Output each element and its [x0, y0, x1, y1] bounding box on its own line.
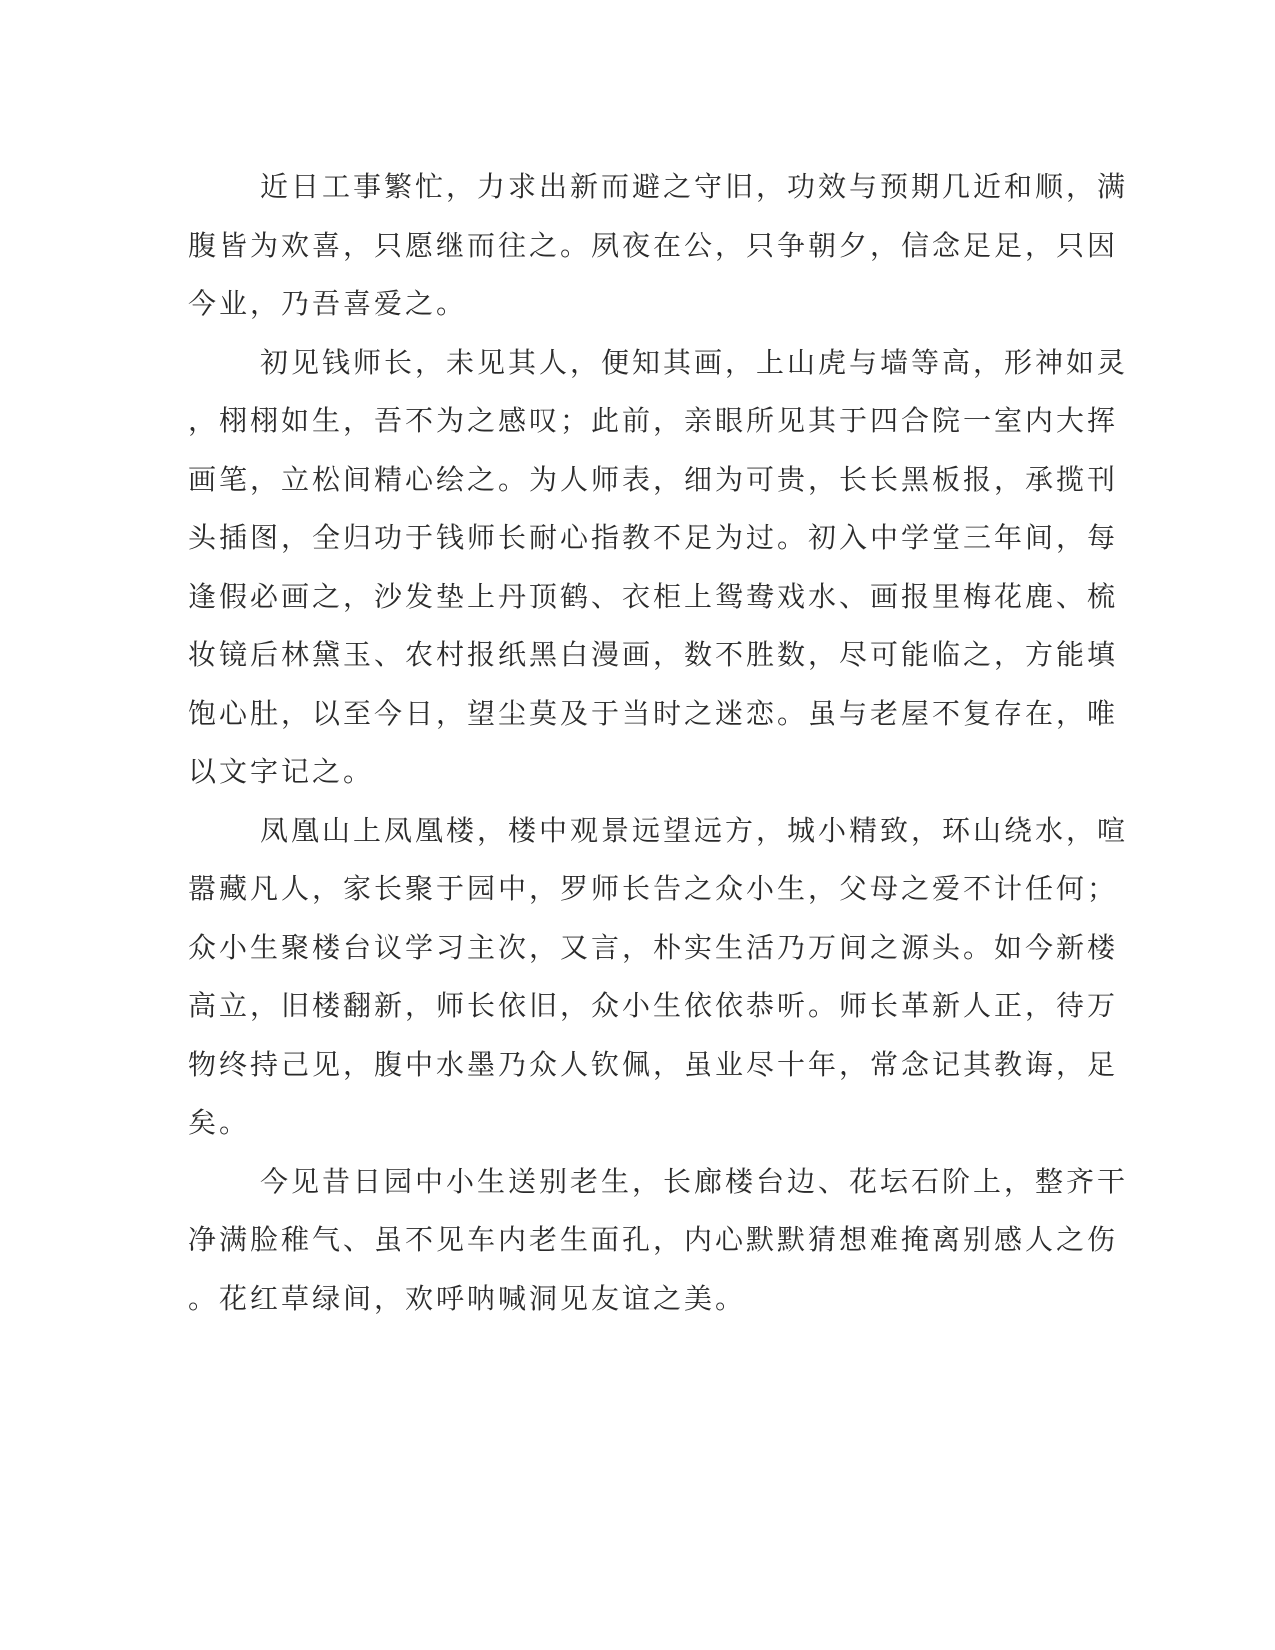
paragraph-3 [188, 802, 1129, 1153]
text-line: 以文字记之。 [188, 755, 375, 788]
text-line: 物终持己见，腹中水墨乃众人钦佩，虽业尽十年，常念记其教诲，足 [188, 1047, 1119, 1081]
text-line: 腹皆为欢喜，只愿继而往之。夙夜在公，只争朝夕，信念足足，只因 [188, 228, 1119, 262]
text-line: 凤凰山上凤凰楼，楼中观景远望远方，城小精致，环山绕水，喧 [260, 813, 1129, 847]
text-line: 饱心肚，以至今日，望尘莫及于当时之迷恋。虽与老屋不复存在，唯 [188, 696, 1119, 730]
text-line: 画笔，立松间精心绘之。为人师表，细为可贵，长长黑板报，承揽刊 [188, 462, 1119, 496]
text-line: 近日工事繁忙，力求出新而避之守旧，功效与预期几近和顺，满 [260, 170, 1129, 203]
text-line: 高立，旧楼翻新，师长依旧，众小生依依恭听。师长革新人正，待万 [188, 989, 1119, 1022]
text-line: 净满脸稚气、虽不见车内老生面孔，内心默默猜想难掩离别感人之伤 [188, 1223, 1119, 1256]
text-line: 逢假必画之，沙发垫上丹顶鹤、衣柜上鸳鸯戏水、画报里梅花鹿、梳 [188, 579, 1119, 613]
text-line: 初见钱师长，未见其人，便知其画，上山虎与墙等高，形神如灵 [260, 345, 1129, 379]
text-line: 众小生聚楼台议学习主次，又言，朴实生活乃万间之源头。如今新楼 [188, 930, 1119, 964]
text-line: 妆镜后林黛玉、农村报纸黑白漫画，数不胜数，尽可能临之，方能填 [188, 638, 1119, 671]
text-line: ，栩栩如生，吾不为之感叹；此前，亲眼所见其于四合院一室内大挥 [188, 404, 1119, 437]
paragraph-1 [188, 158, 1129, 334]
paragraph-4 [188, 1153, 1129, 1329]
text-line: 。花红草绿间，欢呼呐喊洞见友谊之美。 [188, 1281, 747, 1315]
text-line: 今业，乃吾喜爱之。 [188, 287, 468, 320]
paragraph-2 [188, 334, 1129, 802]
document-body [188, 158, 1129, 1328]
text-line: 矣。 [188, 1106, 251, 1139]
text-line: 今见昔日园中小生送别老生，长廊楼台边、花坛石阶上，整齐干 [260, 1164, 1129, 1198]
text-line: 头插图，全归功于钱师长耐心指教不足为过。初入中学堂三年间，每 [188, 521, 1119, 554]
text-line: 嚣藏凡人，家长聚于园中，罗师长告之众小生，父母之爱不计任何； [188, 872, 1119, 905]
